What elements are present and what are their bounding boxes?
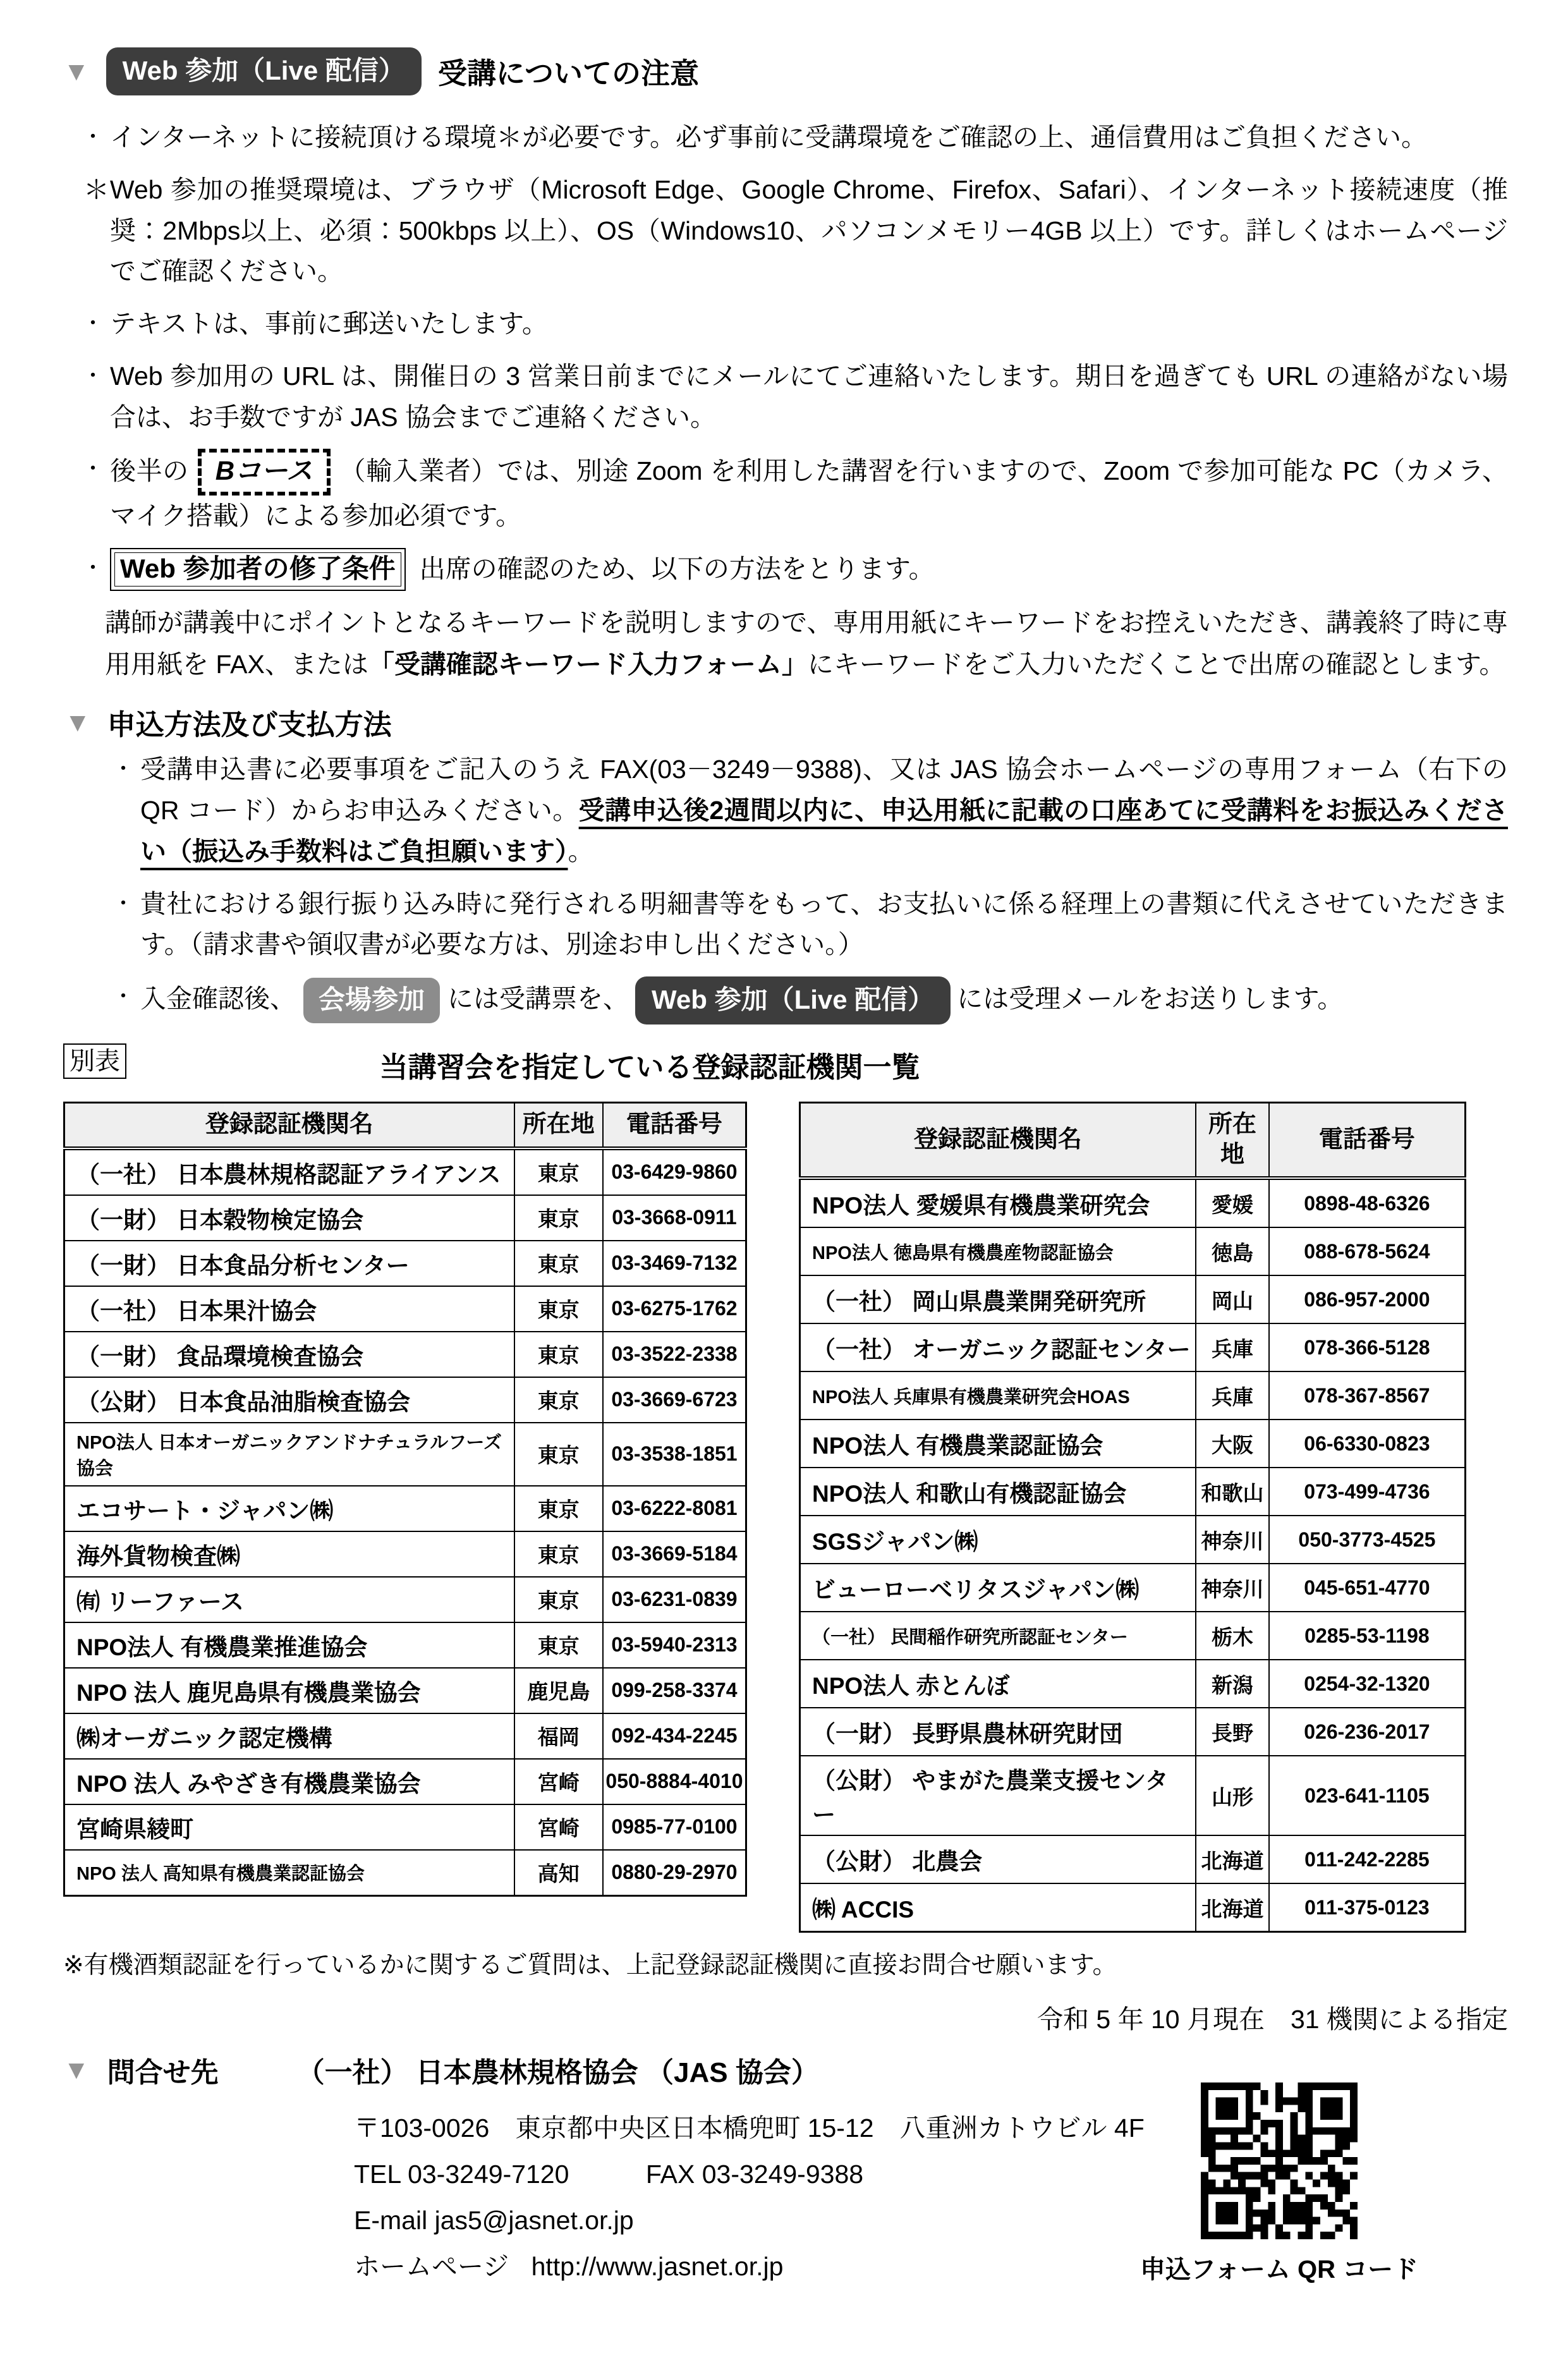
text-segment: 後半の [110, 456, 189, 486]
cell-tel: 050-8884-4010 [603, 1759, 746, 1804]
header-location: 所在地 [514, 1103, 603, 1148]
cell-name: （一財） 日本食品分析センター [64, 1241, 514, 1286]
cell-tel: 03-6275-1762 [603, 1286, 746, 1332]
qr-caption: 申込フォーム QR コード [1140, 2256, 1419, 2284]
cell-tel: 011-242-2285 [1269, 1835, 1466, 1883]
email-address: jas5@jasnet.or.jp [434, 2206, 634, 2235]
org-tables [63, 1102, 1508, 1933]
table-row [64, 1577, 746, 1622]
cell-tel: 086-957-2000 [1269, 1275, 1466, 1323]
cell-loc: 東京 [514, 1148, 603, 1195]
cell-loc: 東京 [514, 1531, 603, 1577]
cell-loc: 東京 [514, 1332, 603, 1377]
table-row [64, 1286, 746, 1332]
right-table [799, 1102, 1466, 1933]
cell-tel: 03-6222-8081 [603, 1486, 746, 1531]
homepage-label: ホームページ [354, 2252, 509, 2282]
cell-name: （一財） 食品環境検査協会 [64, 1332, 514, 1377]
cell-name: NPO 法人 鹿児島県有機農業協会 [64, 1668, 514, 1713]
cell-tel: 03-5940-2313 [603, 1622, 746, 1668]
cell-tel: 011-375-0123 [1269, 1883, 1466, 1932]
apply-heading [64, 702, 1508, 743]
apply-list [112, 749, 1508, 1024]
cell-tel: 045-651-4770 [1269, 1564, 1466, 1612]
tel-label: TEL [354, 2160, 401, 2189]
cell-name: NPO法人 赤とんぼ [800, 1660, 1196, 1708]
cell-name: NPO法人 和歌山有機認証協会 [800, 1468, 1196, 1516]
cell-name: NPO法人 有機農業推進協会 [64, 1622, 514, 1668]
list-item [82, 449, 1508, 537]
cell-loc: 東京 [514, 1195, 603, 1241]
cell-loc: 愛媛 [1196, 1178, 1269, 1227]
cell-name: （一社） 岡山県農業開発研究所 [800, 1275, 1196, 1323]
table-row [800, 1178, 1466, 1227]
table-row [800, 1660, 1466, 1708]
venue-badge: 会場参加 [303, 978, 440, 1023]
cell-loc: 東京 [514, 1622, 603, 1668]
cell-tel: 026-236-2017 [1269, 1708, 1466, 1756]
list-item: ・ Web 参加用の URL は、開催日の 3 営業日前までにメールにてご連絡いたします。期日を過ぎても URL の連絡がない場合は、お手数ですが JAS 協会までご連絡ください。 [82, 356, 1508, 438]
cell-name: 海外貨物検査㈱ [64, 1531, 514, 1577]
list-item: ・ インターネットに接続頂ける環境＊が必要です。必ず事前に受講環境をご確認の上、通信費用はご負担ください。 [82, 117, 1508, 158]
cell-loc: 宮崎 [514, 1804, 603, 1850]
cell-name: SGSジャパン㈱ [800, 1516, 1196, 1564]
web-notes-heading [63, 47, 1508, 95]
cell-loc: 東京 [514, 1286, 603, 1332]
cell-tel: 088-678-5624 [1269, 1227, 1466, 1275]
table-title: 当講習会を指定している登録認証機関一覧 [379, 1051, 920, 1084]
text-segment: には受理メールをお送りします。 [957, 983, 1344, 1013]
cell-name: 宮崎県綾町 [64, 1804, 514, 1850]
cell-name: エコサート・ジャパン㈱ [64, 1486, 514, 1531]
cell-tel: 023-641-1105 [1269, 1756, 1466, 1835]
table-row [800, 1612, 1466, 1660]
list-item [82, 548, 1508, 591]
cell-name: NPO法人 日本オーガニックアンドナチュラルフーズ協会 [64, 1423, 514, 1486]
cell-name: ビューローベリタスジャパン㈱ [800, 1564, 1196, 1612]
list-item: ・ テキストは、事前に郵送いたします。 [82, 303, 1508, 344]
cell-loc: 鹿児島 [514, 1668, 603, 1713]
cell-loc: 岡山 [1196, 1275, 1269, 1323]
cell-name: （公財） やまがた農業支援センター [800, 1756, 1196, 1835]
sake-footnote: ※有機酒類認証を行っているかに関するご質問は、上記登録認証機関に直接お問合せ願います。 [63, 1952, 1117, 1979]
cell-loc: 東京 [514, 1423, 603, 1486]
triangle-marker-icon: ▼ [64, 707, 91, 737]
cell-tel: 092-434-2245 [603, 1713, 746, 1759]
cell-loc: 神奈川 [1196, 1564, 1269, 1612]
table-row [64, 1622, 746, 1668]
cell-loc: 北海道 [1196, 1835, 1269, 1883]
cell-loc: 東京 [514, 1577, 603, 1622]
triangle-marker-icon: ▼ [63, 56, 90, 86]
table-row [800, 1323, 1466, 1371]
web-notes-list [82, 117, 1508, 591]
table-row [64, 1148, 746, 1195]
cell-name: （一社） 日本農林規格認証アライアンス [64, 1148, 514, 1195]
cell-loc: 東京 [514, 1241, 603, 1286]
cell-tel: 0254-32-1320 [1269, 1660, 1466, 1708]
header-phone: 電話番号 [1269, 1103, 1466, 1179]
table-row [800, 1835, 1466, 1883]
cell-tel: 0285-53-1198 [1269, 1612, 1466, 1660]
table-row [64, 1668, 746, 1713]
text-segment: 入金確認後、 [140, 983, 296, 1013]
table-row [64, 1241, 746, 1286]
list-item [112, 976, 1508, 1024]
cell-name: NPO法人 徳島県有機農産物認証協会 [800, 1227, 1196, 1275]
cell-name: ㈱ ACCIS [800, 1883, 1196, 1932]
list-item: ・ 貴社における銀行振り込み時に発行される明細書等をもって、お支払いに係る経理上の書類に代えさせていただきます。（請求書や領収書が必要な方は、別途お申し出ください。） [112, 884, 1508, 966]
table-row [800, 1883, 1466, 1932]
table-row [64, 1850, 746, 1896]
web-live-badge: Web 参加（Live 配信） [106, 47, 422, 95]
cell-name: NPO法人 有機農業認証協会 [800, 1420, 1196, 1468]
cell-tel: 099-258-3374 [603, 1668, 746, 1713]
cell-tel: 03-6429-9860 [603, 1148, 746, 1195]
table-row [800, 1468, 1466, 1516]
table-row [64, 1531, 746, 1577]
web-live-badge: Web 参加（Live 配信） [635, 976, 951, 1024]
cell-tel: 03-3538-1851 [603, 1423, 746, 1486]
cell-name: ㈲ リーファース [64, 1577, 514, 1622]
cell-loc: 兵庫 [1196, 1371, 1269, 1420]
cell-loc: 栃木 [1196, 1612, 1269, 1660]
header-org-name: 登録認証機関名 [800, 1103, 1196, 1179]
table-row [64, 1423, 746, 1486]
header-phone: 電話番号 [603, 1103, 746, 1148]
cell-tel: 03-3522-2338 [603, 1332, 746, 1377]
cell-tel: 06-6330-0823 [1269, 1420, 1466, 1468]
cell-name: （公財） 北農会 [800, 1835, 1196, 1883]
contact-label: 問合せ先 [107, 2057, 219, 2089]
cell-loc: 東京 [514, 1377, 603, 1423]
cell-name: （公財） 日本食品油脂検査協会 [64, 1377, 514, 1423]
table-row [800, 1516, 1466, 1564]
fax-number: 03-3249-9388 [702, 2160, 864, 2189]
cell-name: （一社） 日本果汁協会 [64, 1286, 514, 1332]
table-row [800, 1420, 1466, 1468]
table-row [800, 1564, 1466, 1612]
text-segment: （輸入業者）では、別途 Zoom を利用した講習を行いますので、Zoom で参加可能な PC（カメラ、マイク搭載）による参加必須です。 [110, 456, 1508, 531]
table-title-row [63, 1043, 1508, 1091]
table-row [64, 1713, 746, 1759]
cell-tel: 078-367-8567 [1269, 1371, 1466, 1420]
contact-org: （一社） 日本農林規格協会 （JAS 協会） [296, 2057, 819, 2089]
cell-name: （一財） 日本穀物検定協会 [64, 1195, 514, 1241]
cell-tel: 03-6231-0839 [603, 1577, 746, 1622]
contact-section [63, 2050, 1508, 2353]
completion-paragraph [105, 602, 1508, 685]
cell-loc: 神奈川 [1196, 1516, 1269, 1564]
list-item-note: ＊Web 参加の推奨環境は、ブラウザ（Microsoft Edge、Google Chrome、Firefox、Safari）、インターネット接続速度（推奨：2Mbps以上、必須：500kbps 以上）、OS（Windows10、パソコンメモリー4GB 以上）です。詳しくはホームページでご確認ください。 [83, 174, 1508, 286]
cell-tel: 03-3668-0911 [603, 1195, 746, 1241]
cell-tel: 050-3773-4525 [1269, 1516, 1466, 1564]
cell-loc: 北海道 [1196, 1883, 1269, 1932]
cell-loc: 兵庫 [1196, 1323, 1269, 1371]
qr-code [1201, 2082, 1358, 2239]
table-row [64, 1377, 746, 1423]
cell-tel: 03-3669-5184 [603, 1531, 746, 1577]
as-of-note: 令和 5 年 10 月現在 31 機関による指定 [1037, 2005, 1508, 2034]
text-segment: 講師が講義中にポイントとなるキーワードを説明しますので、専用用紙にキーワードをお控えいただき、講義終了時に専用用紙を FAX、または [105, 608, 1508, 679]
table-row [800, 1756, 1466, 1835]
cell-name: NPO 法人 みやざき有機農業協会 [64, 1759, 514, 1804]
tel-number: 03-3249-7120 [408, 2160, 569, 2189]
appendix-label: 別表 [63, 1043, 126, 1079]
table-row [64, 1486, 746, 1531]
triangle-marker-icon: ▼ [63, 2055, 90, 2085]
table-row [64, 1759, 746, 1804]
table-row [800, 1371, 1466, 1420]
cell-loc: 新潟 [1196, 1660, 1269, 1708]
cell-tel: 03-3669-6723 [603, 1377, 746, 1423]
qr-block [1140, 2082, 1419, 2285]
header-location: 所在地 [1196, 1103, 1269, 1179]
b-course-box: Bコース [198, 449, 331, 496]
section-title: 受講についての注意 [437, 57, 699, 90]
text-segment: 受講申込書に必要事項をご記入のうえ FAX(03－3249－9388)、又は JAS 協会ホームページの専用フォーム（右下の QR コード）からお申込みください。 [140, 755, 1508, 825]
cell-name: NPO法人 兵庫県有機農業研究会HOAS [800, 1371, 1196, 1420]
table-row [800, 1275, 1466, 1323]
table-row [64, 1804, 746, 1850]
cell-loc: 大阪 [1196, 1420, 1269, 1468]
table-row [64, 1332, 746, 1377]
payment-deadline-emphasis: 受講申込後2週間以内に、申込用紙に記載の口座あてに受講料をお振込みください（振込み手数料はご負担願います） [140, 796, 1508, 866]
cell-name: （一社） オーガニック認証センター [800, 1323, 1196, 1371]
cell-loc: 山形 [1196, 1756, 1269, 1835]
cell-name: NPO法人 愛媛県有機農業研究会 [800, 1178, 1196, 1227]
homepage-url: http://www.jasnet.or.jp [531, 2252, 784, 2282]
header-row [800, 1103, 1466, 1179]
table-row [800, 1227, 1466, 1275]
cell-name: （一社） 民間稲作研究所認証センター [800, 1612, 1196, 1660]
cell-tel: 0985-77-0100 [603, 1804, 746, 1850]
table-row [800, 1708, 1466, 1756]
cell-tel: 078-366-5128 [1269, 1323, 1466, 1371]
cell-tel: 0898-48-6326 [1269, 1178, 1466, 1227]
section-title: 申込方法及び支払方法 [107, 708, 392, 741]
contact-address: 〒103-0026 東京都中央区日本橋兜町 15-12 八重洲カトウビル 4F [354, 2113, 1145, 2143]
fax-label: FAX [645, 2160, 695, 2189]
cell-loc: 徳島 [1196, 1227, 1269, 1275]
email-label: E-mail [354, 2206, 428, 2235]
header-row [64, 1103, 746, 1148]
cell-loc: 福岡 [514, 1713, 603, 1759]
list-item [112, 749, 1508, 872]
cell-tel: 073-499-4736 [1269, 1468, 1466, 1516]
keyword-form-bold: 「受講確認キーワード入力フォーム」 [368, 649, 808, 679]
cell-loc: 宮崎 [514, 1759, 603, 1804]
cell-name: ㈱オーガニック認定機構 [64, 1713, 514, 1759]
header-org-name: 登録認証機関名 [64, 1103, 514, 1148]
left-table [63, 1102, 747, 1897]
table-row [64, 1195, 746, 1241]
cell-loc: 和歌山 [1196, 1468, 1269, 1516]
cell-tel: 03-3469-7132 [603, 1241, 746, 1286]
cell-loc: 東京 [514, 1486, 603, 1531]
completion-condition-box: Web 参加者の修了条件 [110, 548, 406, 591]
text-segment: 。 [568, 836, 594, 866]
text-segment: には受講票を、 [447, 983, 629, 1013]
cell-tel: 0880-29-2970 [603, 1850, 746, 1896]
text-segment: 出席の確認のため、以下の方法をとります。 [419, 554, 935, 584]
cell-name: （一財） 長野県農林研究財団 [800, 1708, 1196, 1756]
cell-loc: 長野 [1196, 1708, 1269, 1756]
cell-loc: 高知 [514, 1850, 603, 1896]
cell-name: NPO 法人 高知県有機農業認証協会 [64, 1850, 514, 1896]
text-segment: にキーワードをご入力いただくことで出席の確認とします。 [807, 649, 1505, 679]
